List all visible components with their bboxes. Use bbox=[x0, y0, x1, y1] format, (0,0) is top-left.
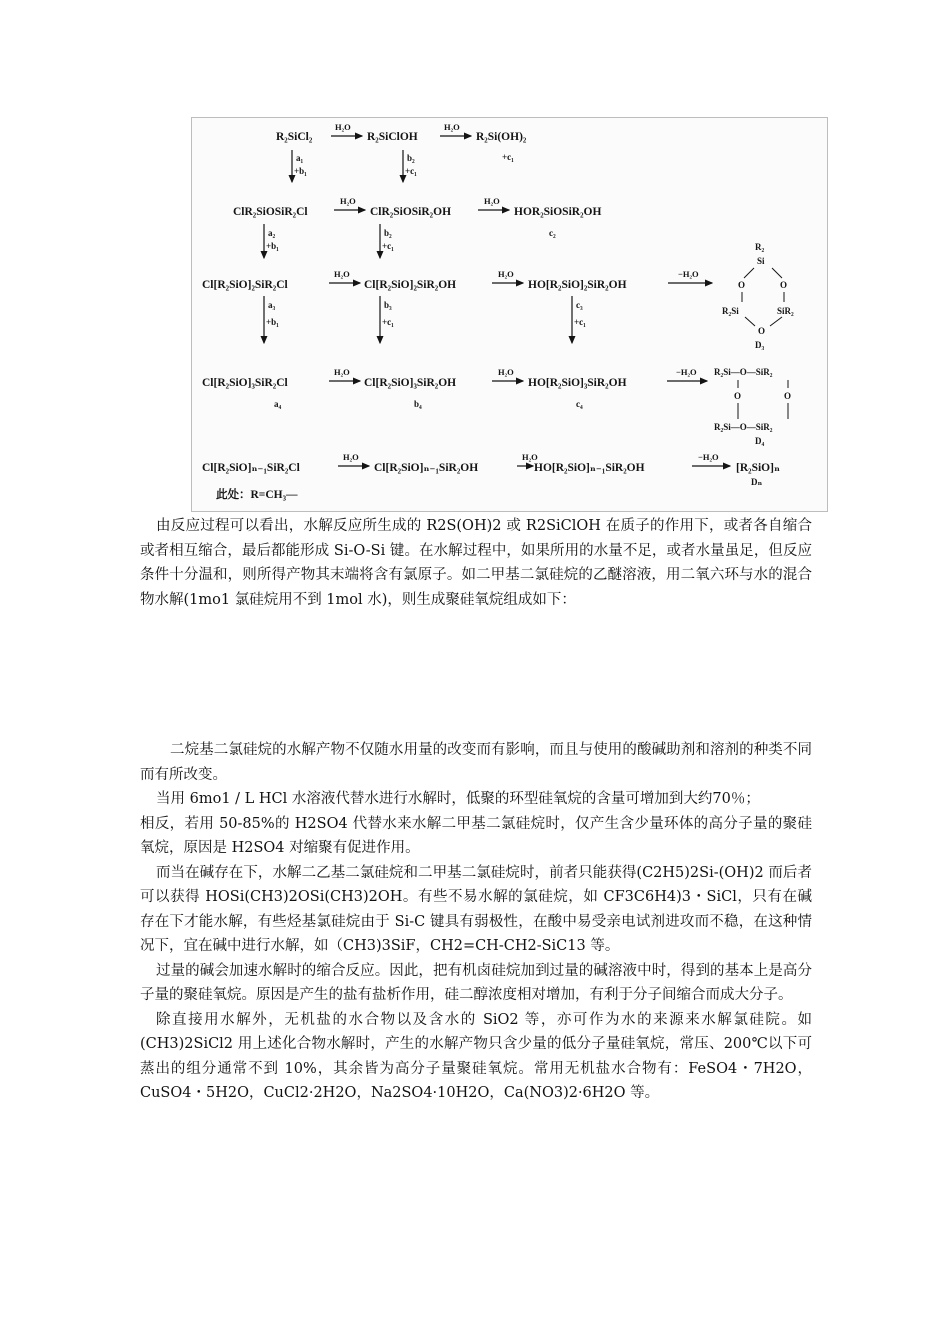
ring-d3 bbox=[722, 242, 794, 350]
row5-compound-1: Cl[R₂SiO]ₙ₋₁SiR₂Cl bbox=[202, 462, 300, 474]
row2-compound-2: ClR₂SiOSiR₂OH bbox=[370, 206, 452, 218]
label-c2: c₂ bbox=[549, 228, 556, 238]
paragraph-7: 除直接用水解外，无机盐的水合物以及含水的 SiO2 等，亦可作为水的来源来水解氯硅院。如(CH3)2SiCl2 用上述化合物水解时，产生的水解产物只含少量的低分子量硅氧烷，常压、200℃以下可蒸出的组分通常不到 10%，其余皆为高分子量聚硅氧烷。常用无机盐水合物有：FeSO4・7H2O，CuSO4・5H2O，CuCl2·2H2O，Na2SO4·10H2O，Ca(NO3)2·6H2O 等。 bbox=[140, 1011, 812, 1101]
row5-compound-3: HO[R₂SiO]ₙ₋₁SiR₂OH bbox=[534, 462, 645, 474]
label-a3: a₃ bbox=[268, 300, 276, 310]
label-Dn: Dₙ bbox=[751, 477, 763, 487]
label-plus-c1-c: +c₁ bbox=[382, 317, 394, 327]
label-plus-c1-a: +c₁ bbox=[405, 166, 417, 176]
row4-water-2: H₂O bbox=[498, 367, 514, 377]
row3-minus-water: −H₂O bbox=[678, 269, 699, 279]
row2-water-2: H₂O bbox=[484, 196, 500, 206]
row2-compound-1: ClR₂SiOSiR₂Cl bbox=[233, 206, 308, 218]
paragraph-3: 当用 6mo1 / L HCl 水溶液代替水进行水解时，低聚的环型硅氧烷的含量可增加到大约70％； bbox=[156, 791, 760, 807]
row5-product: [R₂SiO]ₙ bbox=[736, 462, 780, 474]
ring-d4-o-left: O bbox=[734, 391, 742, 401]
row1-water-1: H₂O bbox=[335, 122, 351, 132]
row1-compound-1: R₂SiCl₂ bbox=[276, 131, 313, 143]
ring-d4-top: R₂Si—O—SiR₂ bbox=[714, 367, 773, 377]
label-D4: D₄ bbox=[755, 436, 765, 446]
label-b2: b₂ bbox=[384, 228, 392, 238]
paragraph-1-block bbox=[140, 514, 812, 612]
reaction-scheme-figure bbox=[191, 117, 828, 512]
label-plus-c1-d: +c₁ bbox=[574, 317, 586, 327]
row1-compound-3: R₂Si(OH)₂ bbox=[476, 131, 527, 143]
label-a1: a₁ bbox=[296, 153, 304, 163]
scheme-note: 此处：R=CH₃— bbox=[216, 489, 298, 501]
row3-water-2: H₂O bbox=[498, 269, 514, 279]
ring-d4-o-right: O bbox=[784, 391, 792, 401]
paragraph-5: 而当在碱存在下，水解二乙基二氯硅烷和二甲基二氯硅烷时，前者只能获得(C2H5)2Si-(OH)2 而后者可以获得 HOSi(CH3)2OSi(CH3)2OH。有些不易水解的氯硅烷，如 CF3C6H4)3・SiCl，只有在碱存在下才能水解，有些烃基氯硅烷由于 Si-C 键具有弱极性，在酸中易受亲电试剂进攻而不稳，在这种情况下，宜在碱中进行水解，如（CH3)3SiF，CH2=CH-CH2-SiC13 等。 bbox=[140, 864, 812, 954]
row5-minus-water: −H₂O bbox=[698, 452, 719, 462]
row3-water-1: H₂O bbox=[334, 269, 350, 279]
ring-d3-r2si: R₂Si bbox=[722, 306, 739, 316]
ring-d3-o-bottom: O bbox=[758, 326, 766, 336]
label-c4: c₄ bbox=[576, 399, 583, 409]
ring-d3-o-left: O bbox=[738, 280, 746, 290]
label-a4: a₄ bbox=[274, 399, 282, 409]
label-plus-b1-a: +b₁ bbox=[294, 166, 307, 176]
row4-compound-1: Cl[R₂SiO]₃SiR₂Cl bbox=[202, 377, 288, 389]
row4-compound-3: HO[R₂SiO]₃SiR₂OH bbox=[528, 377, 627, 389]
row3-compound-3: HO[R₂SiO]₂SiR₂OH bbox=[528, 279, 627, 291]
row2-water-1: H₂O bbox=[340, 196, 356, 206]
ring-d3-o-right: O bbox=[780, 280, 788, 290]
ring-d3-si-top: Si bbox=[757, 256, 765, 266]
row1-water-2: H₂O bbox=[444, 122, 460, 132]
label-b3: b₃ bbox=[384, 300, 392, 310]
label-b4: b₄ bbox=[414, 399, 422, 409]
row4-water-1: H₂O bbox=[334, 367, 350, 377]
row3-compound-2: Cl[R₂SiO]₂SiR₂OH bbox=[364, 279, 457, 291]
label-b1-a: b₂ bbox=[407, 153, 415, 163]
label-plus-b1-c: +b₁ bbox=[266, 317, 279, 327]
paragraph-2: 二烷基二氯硅烷的水解产物不仅随水用量的改变而有影响，而且与使用的酸碱助剂和溶剂的种类不同而有所改变。 bbox=[140, 742, 812, 783]
row3-compound-1: Cl[R₂SiO]₂SiR₂Cl bbox=[202, 279, 288, 291]
label-a2: a₂ bbox=[268, 228, 276, 238]
label-D3: D₃ bbox=[755, 340, 765, 350]
paragraph-1: 由反应过程可以看出，水解反应所生成的 R2S(OH)2 或 R2SiClOH 在质子的作用下，或者各自缩合或者相互缩合，最后都能形成 Si-O-Si 键。在水解过程中，如果所用的水量不足，或者水量虽足，但反应条件十分温和，则所得产物其末端将含有氯原子。如二甲基二氯硅烷的乙醚溶液，用二氧六环与水的混合物水解(1mo1 氯硅烷用不到 1mol 水)，则生成聚硅氧烷组成如下： bbox=[140, 518, 812, 608]
paragraph-2-block bbox=[140, 738, 812, 1106]
label-plus-c1-b: +c₁ bbox=[382, 241, 394, 251]
paragraph-6: 过量的碱会加速水解时的缩合反应。因此，把有机卤硅烷加到过量的碱溶液中时，得到的基本上是高分子量的聚硅氧烷。原因是产生的盐有盐析作用，硅二醇浓度相对增加，有利于分子间缩合而成大分子。 bbox=[140, 962, 812, 1003]
row2-compound-3: HOR₂SiOSiR₂OH bbox=[514, 206, 602, 218]
ring-d4 bbox=[714, 367, 791, 446]
row4-minus-water: −H₂O bbox=[676, 367, 697, 377]
row1-compound-2: R₂SiClOH bbox=[367, 131, 418, 143]
label-c1-top: +c₁ bbox=[502, 152, 514, 162]
row5-water-1: H₂O bbox=[343, 452, 359, 462]
ring-d4-bottom: R₂Si—O—SiR₂ bbox=[714, 422, 773, 432]
reaction-scheme-svg bbox=[192, 118, 827, 511]
row5-compound-2: Cl[R₂SiO]ₙ₋₁SiR₂OH bbox=[374, 462, 479, 474]
paragraph-4: 相反，若用 50-85%的 H2SO4 代替水来水解二甲基二氯硅烷时，仅产生含少量环体的高分子量的聚硅氧烷，原因是 H2SO4 对缩聚有促进作用。 bbox=[140, 815, 812, 856]
row4-compound-2: Cl[R₂SiO]₃SiR₂OH bbox=[364, 377, 457, 389]
ring-d3-sir2: SiR₂ bbox=[777, 306, 794, 316]
label-plus-b1-b: +b₁ bbox=[266, 241, 279, 251]
row5-water-2: H₂O bbox=[522, 452, 538, 462]
label-c3: c₃ bbox=[576, 300, 583, 310]
ring-d3-r2-top: R₂ bbox=[755, 242, 765, 252]
